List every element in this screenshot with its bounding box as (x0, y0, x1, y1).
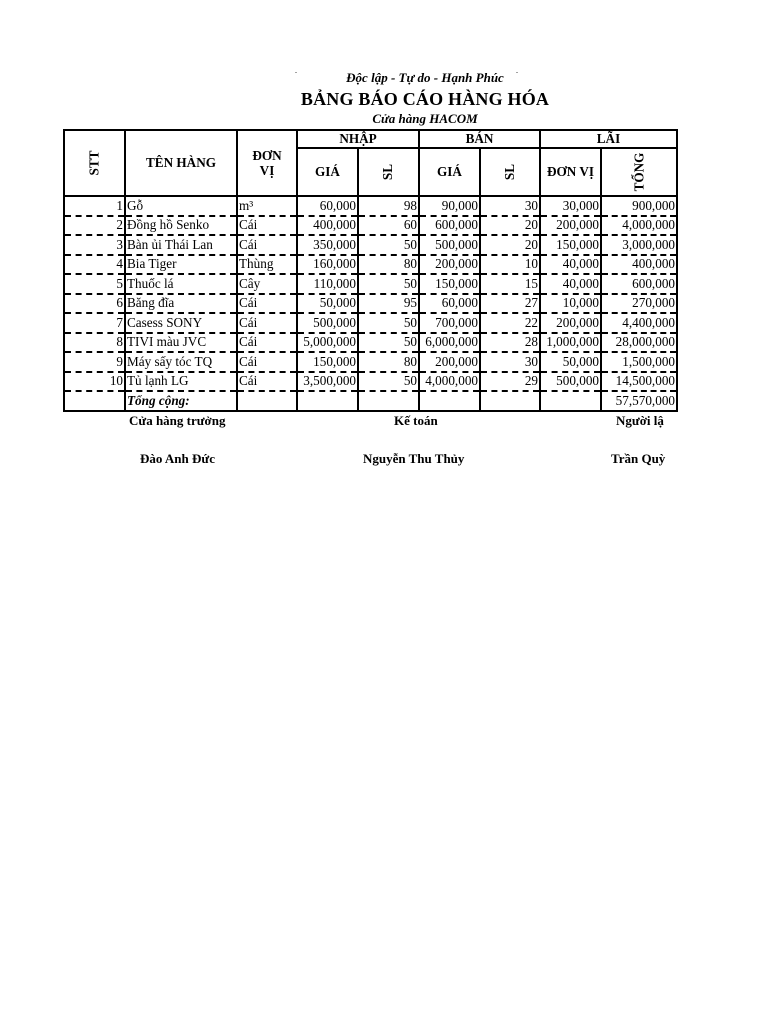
col-unit-header: ĐƠN VỊ (237, 130, 297, 196)
row-stt: 4 (64, 255, 125, 275)
national-motto: Độc lập - Tự do - Hạnh Phúc (346, 70, 504, 85)
row-stt: 10 (64, 372, 125, 392)
total-row (64, 391, 677, 411)
row-profit-unit: 200,000 (540, 313, 601, 333)
row-stt: 9 (64, 352, 125, 372)
row-profit-unit: 1,000,000 (540, 333, 601, 353)
sale-price-header: GIÁ (419, 148, 480, 196)
table-row (64, 196, 677, 216)
row-profit-total: 14,500,000 (601, 372, 677, 392)
row-name: Thuốc lá (125, 274, 237, 294)
row-sale-price: 700,000 (419, 313, 480, 333)
row-sale-qty: 15 (480, 274, 540, 294)
row-import-qty: 95 (358, 294, 419, 314)
row-sale-price: 500,000 (419, 235, 480, 255)
row-unit: Cái (237, 294, 297, 314)
stray-mark: . (295, 66, 297, 75)
row-import-price: 3,500,000 (297, 372, 358, 392)
row-sale-qty: 30 (480, 196, 540, 216)
row-profit-unit: 500,000 (540, 372, 601, 392)
row-profit-unit: 10,000 (540, 294, 601, 314)
row-import-price: 160,000 (297, 255, 358, 275)
table-row (64, 352, 677, 372)
row-import-qty: 50 (358, 313, 419, 333)
import-price-header: GIÁ (297, 148, 358, 196)
goods-report-table (63, 129, 678, 412)
accountant-name: Nguyễn Thu Thủy (363, 451, 465, 466)
row-unit: Cái (237, 235, 297, 255)
row-profit-unit: 40,000 (540, 255, 601, 275)
row-unit: Cây (237, 274, 297, 294)
row-unit: Cái (237, 352, 297, 372)
empty-cell (419, 391, 480, 411)
row-stt: 7 (64, 313, 125, 333)
row-profit-unit: 30,000 (540, 196, 601, 216)
row-import-price: 500,000 (297, 313, 358, 333)
row-import-qty: 50 (358, 333, 419, 353)
row-profit-total: 400,000 (601, 255, 677, 275)
row-name: Bia Tiger (125, 255, 237, 275)
empty-cell (358, 391, 419, 411)
row-unit: Cái (237, 333, 297, 353)
row-unit: Cái (237, 372, 297, 392)
row-import-qty: 98 (358, 196, 419, 216)
store-manager-title: Cửa hàng trưởng (129, 413, 226, 428)
store-manager-name: Đào Anh Đức (140, 451, 215, 466)
row-stt: 8 (64, 333, 125, 353)
row-unit: Cái (237, 216, 297, 236)
row-profit-total: 270,000 (601, 294, 677, 314)
table-row (64, 333, 677, 353)
row-sale-qty: 30 (480, 352, 540, 372)
stray-mark: . (516, 66, 518, 75)
row-stt: 1 (64, 196, 125, 216)
row-sale-price: 200,000 (419, 352, 480, 372)
row-profit-unit: 50,000 (540, 352, 601, 372)
total-value: 57,570,000 (601, 391, 677, 411)
row-stt: 3 (64, 235, 125, 255)
table-row (64, 294, 677, 314)
sale-qty-header: SL (480, 148, 540, 196)
row-profit-total: 1,500,000 (601, 352, 677, 372)
row-sale-price: 600,000 (419, 216, 480, 236)
row-import-qty: 50 (358, 235, 419, 255)
row-import-price: 110,000 (297, 274, 358, 294)
creator-title: Người lậ (616, 413, 664, 428)
row-import-price: 400,000 (297, 216, 358, 236)
store-name: Cửa hàng HACOM (372, 111, 478, 126)
row-sale-qty: 29 (480, 372, 540, 392)
row-import-qty: 80 (358, 255, 419, 275)
empty-cell (297, 391, 358, 411)
profit-total-header: TỔNG (601, 148, 677, 196)
row-import-price: 350,000 (297, 235, 358, 255)
row-profit-unit: 40,000 (540, 274, 601, 294)
row-profit-total: 28,000,000 (601, 333, 677, 353)
empty-cell (64, 391, 125, 411)
table-row (64, 216, 677, 236)
row-sale-qty: 20 (480, 216, 540, 236)
group-sale-header: BÁN (419, 130, 540, 148)
row-profit-total: 600,000 (601, 274, 677, 294)
empty-cell (480, 391, 540, 411)
row-name: Băng đĩa (125, 294, 237, 314)
row-unit: Cái (237, 313, 297, 333)
row-sale-price: 4,000,000 (419, 372, 480, 392)
row-name: TIVI màu JVC (125, 333, 237, 353)
row-name: Bàn ủi Thái Lan (125, 235, 237, 255)
row-sale-qty: 22 (480, 313, 540, 333)
row-import-qty: 50 (358, 274, 419, 294)
total-label: Tổng cộng: (125, 391, 237, 411)
table-body (64, 196, 677, 411)
row-sale-price: 60,000 (419, 294, 480, 314)
col-name-header: TÊN HÀNG (125, 130, 237, 196)
row-profit-total: 4,400,000 (601, 313, 677, 333)
row-import-price: 150,000 (297, 352, 358, 372)
row-import-price: 50,000 (297, 294, 358, 314)
empty-cell (237, 391, 297, 411)
row-sale-price: 90,000 (419, 196, 480, 216)
table-row (64, 255, 677, 275)
row-sale-qty: 28 (480, 333, 540, 353)
table-row (64, 313, 677, 333)
row-stt: 6 (64, 294, 125, 314)
row-profit-unit: 150,000 (540, 235, 601, 255)
row-stt: 2 (64, 216, 125, 236)
row-name: Casess SONY (125, 313, 237, 333)
group-import-header: NHẬP (297, 130, 419, 148)
group-profit-header: LÃI (540, 130, 677, 148)
row-import-price: 5,000,000 (297, 333, 358, 353)
table-row (64, 235, 677, 255)
row-unit: m³ (237, 196, 297, 216)
row-import-qty: 80 (358, 352, 419, 372)
row-sale-qty: 20 (480, 235, 540, 255)
col-stt-header: STT (64, 130, 125, 196)
row-profit-total: 4,000,000 (601, 216, 677, 236)
row-profit-total: 900,000 (601, 196, 677, 216)
row-import-qty: 60 (358, 216, 419, 236)
table-row (64, 274, 677, 294)
row-sale-qty: 10 (480, 255, 540, 275)
table-row (64, 372, 677, 392)
accountant-title: Kế toán (394, 413, 438, 428)
creator-name: Trần Quỳ (611, 451, 666, 466)
row-name: Đồng hồ Senko (125, 216, 237, 236)
row-stt: 5 (64, 274, 125, 294)
row-sale-price: 6,000,000 (419, 333, 480, 353)
empty-cell (540, 391, 601, 411)
profit-unit-header: ĐƠN VỊ (540, 148, 601, 196)
import-qty-header: SL (358, 148, 419, 196)
row-import-price: 60,000 (297, 196, 358, 216)
row-unit: Thùng (237, 255, 297, 275)
row-profit-unit: 200,000 (540, 216, 601, 236)
row-profit-total: 3,000,000 (601, 235, 677, 255)
row-sale-price: 200,000 (419, 255, 480, 275)
row-name: Gỗ (125, 196, 237, 216)
row-sale-qty: 27 (480, 294, 540, 314)
row-name: Máy sấy tóc TQ (125, 352, 237, 372)
row-name: Tủ lạnh LG (125, 372, 237, 392)
row-import-qty: 50 (358, 372, 419, 392)
report-title: BẢNG BÁO CÁO HÀNG HÓA (300, 89, 550, 109)
row-sale-price: 150,000 (419, 274, 480, 294)
